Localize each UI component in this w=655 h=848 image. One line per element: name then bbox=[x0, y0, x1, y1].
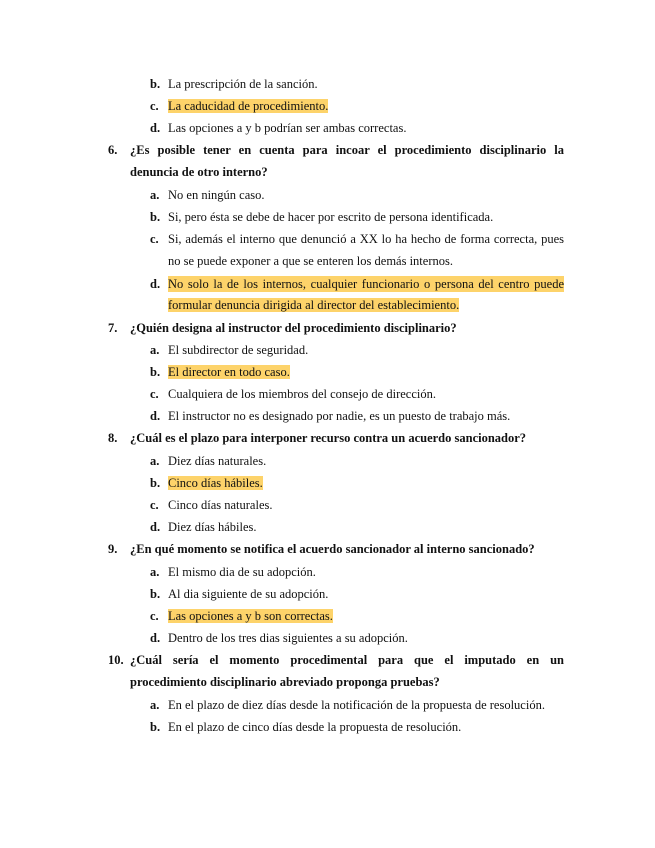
option-letter: d. bbox=[150, 409, 161, 423]
option-text bbox=[168, 364, 290, 380]
option-letter: b. bbox=[150, 587, 161, 601]
highlighted-answer: La caducidad de procedimiento. bbox=[168, 99, 329, 113]
option-letter: b. bbox=[150, 210, 161, 224]
option-letter: c. bbox=[150, 99, 159, 113]
option-letter: c. bbox=[150, 498, 159, 512]
option-letter: a. bbox=[150, 343, 160, 357]
question-number: 10. bbox=[108, 653, 124, 667]
option-letter: d. bbox=[150, 631, 161, 645]
option-text: El mismo dia de su adopción. bbox=[168, 565, 316, 579]
highlighted-answer: No solo la de los internos, cualquier funcionario o persona del centro puede bbox=[168, 277, 564, 291]
option-text: Cinco días naturales. bbox=[168, 498, 273, 512]
option-text bbox=[168, 297, 459, 313]
option-text: no se puede exponer a que se enteren los demás internos. bbox=[168, 254, 453, 268]
question-text: ¿Cuál es el plazo para interponer recurso contra un acuerdo sancionador? bbox=[130, 431, 527, 445]
option-letter: d. bbox=[150, 520, 161, 534]
highlighted-answer: Cinco días hábiles. bbox=[168, 476, 263, 490]
question-number: 6. bbox=[108, 143, 118, 157]
option-letter: a. bbox=[150, 454, 160, 468]
option-letter: a. bbox=[150, 698, 160, 712]
question-number: 8. bbox=[108, 431, 118, 445]
option-letter: c. bbox=[150, 609, 159, 623]
question-number: 9. bbox=[108, 542, 118, 556]
question-text: ¿Es posible tener en cuenta para incoar el procedimiento disciplinario la bbox=[130, 143, 564, 157]
option-text bbox=[168, 608, 333, 624]
option-letter: c. bbox=[150, 387, 159, 401]
option-text: En el plazo de cinco días desde la propuesta de resolución. bbox=[168, 720, 462, 734]
question-text: ¿Cuál sería el momento procedimental para que el imputado en un bbox=[130, 653, 564, 667]
highlighted-answer: Las opciones a y b son correctas. bbox=[168, 609, 333, 623]
question-text: ¿Quién designa al instructor del procedimiento disciplinario? bbox=[130, 321, 457, 335]
option-text bbox=[168, 475, 263, 491]
option-letter: d. bbox=[150, 121, 161, 135]
option-text: El subdirector de seguridad. bbox=[168, 343, 309, 357]
question-text: procedimiento disciplinario abreviado proponga pruebas? bbox=[130, 675, 440, 689]
option-text: No en ningún caso. bbox=[168, 188, 265, 202]
option-text: Diez días hábiles. bbox=[168, 520, 257, 534]
option-text: Cualquiera de los miembros del consejo de dirección. bbox=[168, 387, 436, 401]
option-letter: a. bbox=[150, 188, 160, 202]
question-text: denuncia de otro interno? bbox=[130, 165, 268, 179]
highlighted-answer: formular denuncia dirigida al director del establecimiento. bbox=[168, 298, 460, 312]
option-text: Diez días naturales. bbox=[168, 454, 267, 468]
option-text bbox=[168, 98, 328, 114]
option-text: Al dia siguiente de su adopción. bbox=[168, 587, 329, 601]
option-letter: b. bbox=[150, 476, 161, 490]
option-text: Si, además el interno que denunció a XX lo ha hecho de forma correcta, pues bbox=[168, 232, 564, 246]
option-text: Dentro de los tres dias siguientes a su adopción. bbox=[168, 631, 408, 645]
option-letter: d. bbox=[150, 277, 161, 291]
option-letter: c. bbox=[150, 232, 159, 246]
option-text: Las opciones a y b podrían ser ambas correctas. bbox=[168, 121, 407, 135]
option-text: Si, pero ésta se debe de hacer por escrito de persona identificada. bbox=[168, 210, 494, 224]
option-text: En el plazo de diez días desde la notificación de la propuesta de resolución. bbox=[168, 698, 545, 712]
option-letter: b. bbox=[150, 720, 161, 734]
highlighted-answer: El director en todo caso. bbox=[168, 365, 290, 379]
question-text: ¿En qué momento se notifica el acuerdo sancionador al interno sancionado? bbox=[130, 542, 535, 556]
option-letter: b. bbox=[150, 77, 161, 91]
option-letter: b. bbox=[150, 365, 161, 379]
option-letter: a. bbox=[150, 565, 160, 579]
option-text: El instructor no es designado por nadie, es un puesto de trabajo más. bbox=[168, 409, 511, 423]
option-text: La prescripción de la sanción. bbox=[168, 77, 318, 91]
question-number: 7. bbox=[108, 321, 118, 335]
